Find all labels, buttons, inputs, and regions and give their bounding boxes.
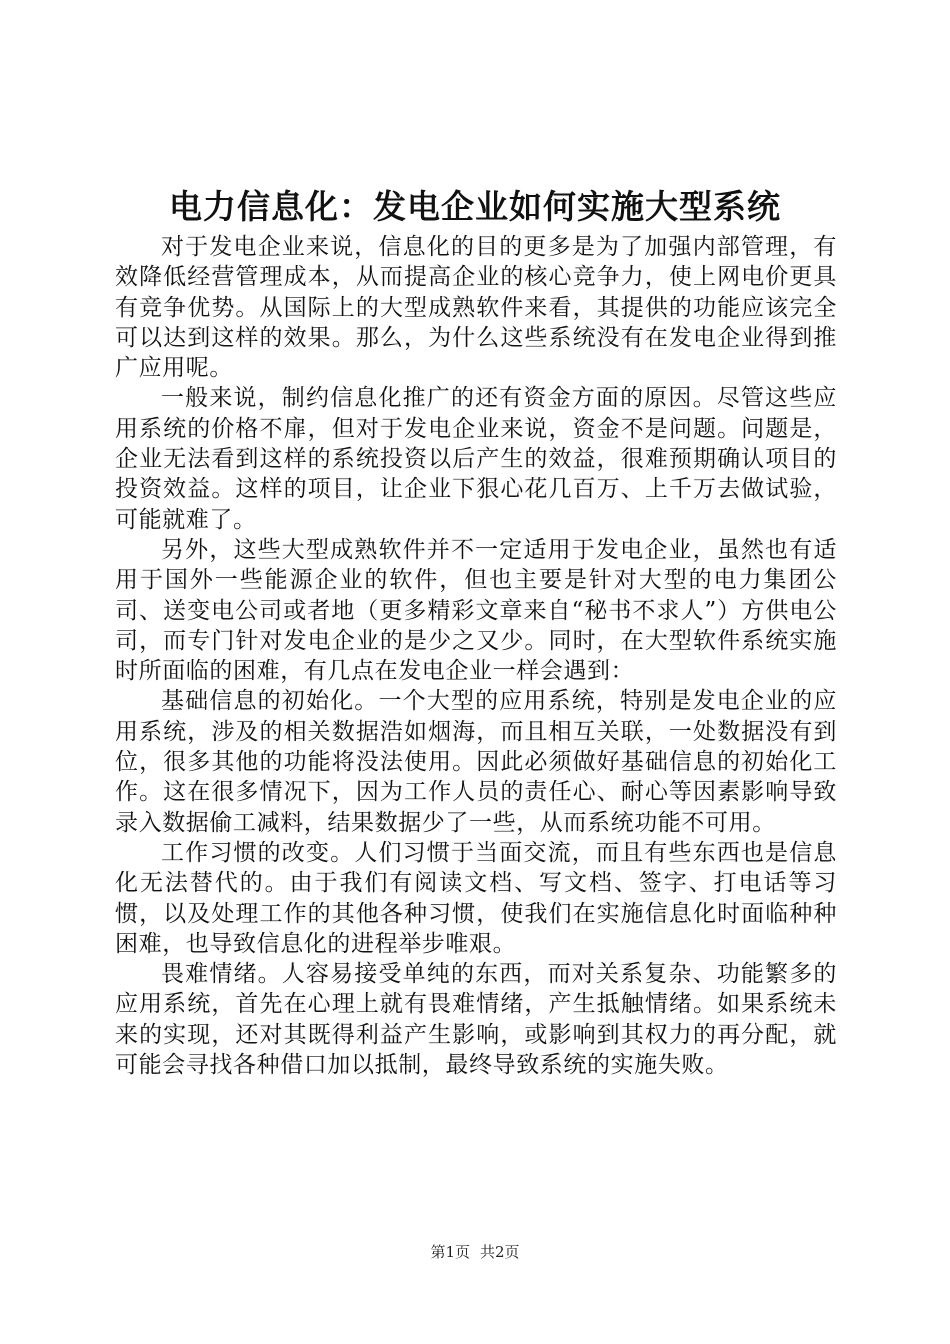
page-number-current: 第1页 [430,1243,470,1261]
paragraph: 工作习惯的改变。人们习惯于当面交流，而且有些东西也是信息化无法替代的。由于我们有阅读文档、写文档、签字、打电话等习惯，以及处理工作的其他各种习惯，使我们在实施信息化时面临种种困难，也导致信息化的进程举步唯艰。 [115,839,837,957]
document-title: 电力信息化：发电企业如何实施大型系统 [169,187,781,226]
document-body [115,232,837,1080]
page-number-total: 共2页 [480,1243,520,1261]
paragraph: 畏难情绪。人容易接受单纯的东西，而对关系复杂、功能繁多的应用系统，首先在心理上就有畏难情绪，产生抵触情绪。如果系统未来的实现，还对其既得利益产生影响，或影响到其权力的再分配，就可能会寻找各种借口加以抵制，最终导致系统的实施失败。 [115,961,837,1079]
paragraph: 基础信息的初始化。一个大型的应用系统，特别是发电企业的应用系统，涉及的相关数据浩如烟海，而且相互关联，一处数据没有到位，很多其他的功能将没法使用。因此必须做好基础信息的初始化工作。这在很多情况下，因为工作人员的责任心、耐心等因素影响导致录入数据偷工减料，结果数据少了一些，从而系统功能不可用。 [115,688,837,836]
paragraph: 一般来说，制约信息化推广的还有资金方面的原因。尽管这些应用系统的价格不扉，但对于发电企业来说，资金不是问题。问题是，企业无法看到这样的系统投资以后产生的效益，很难预期确认项目的投资效益。这样的项目，让企业下狠心花几百万、上千万去做试验，可能就难了。 [115,385,837,533]
page-footer [0,1242,950,1262]
paragraph: 另外，这些大型成熟软件并不一定适用于发电企业，虽然也有适用于国外一些能源企业的软件，但也主要是针对大型的电力集团公司、送变电公司或者地（更多精彩文章来自“秘书不求人”）方供电公司，而专门针对发电企业的是少之又少。同时，在大型软件系统实施时所面临的困难，有几点在发电企业一样会遇到： [115,536,837,685]
paragraph: 对于发电企业来说，信息化的目的更多是为了加强内部管理，有效降低经营管理成本，从而提高企业的核心竞争力，使上网电价更具有竞争优势。从国际上的大型成熟软件来看，其提供的功能应该完全可以达到这样的效果。那么，为什么这些系统没有在发电企业得到推广应用呢。 [115,234,837,382]
